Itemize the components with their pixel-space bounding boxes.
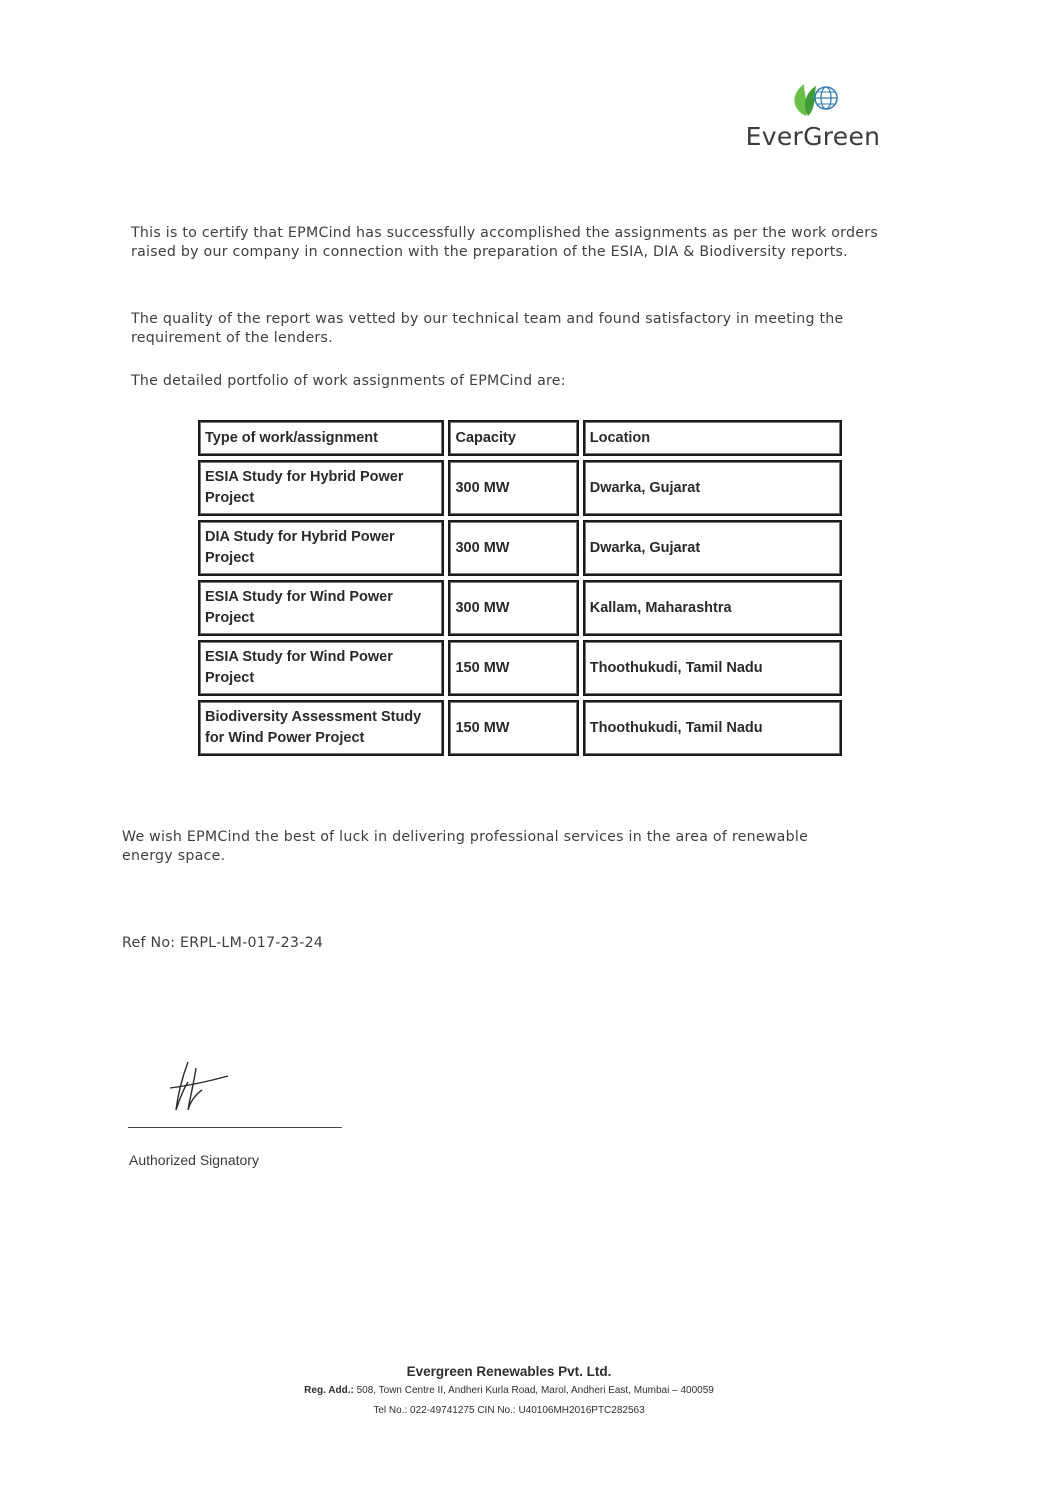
cell-capacity: 150 MW xyxy=(448,640,578,696)
footer-company-name: Evergreen Renewables Pvt. Ltd. xyxy=(406,1364,612,1379)
cell-type: DIA Study for Hybrid Power Project xyxy=(198,520,444,576)
work-assignments-table xyxy=(194,416,846,760)
table-row xyxy=(198,580,842,636)
table-row xyxy=(198,520,842,576)
cell-capacity: 300 MW xyxy=(448,580,578,636)
footer-address-label: Reg. Add.: xyxy=(304,1385,354,1396)
cell-capacity: 150 MW xyxy=(448,700,578,756)
leaf-globe-icon xyxy=(784,80,844,120)
header-capacity: Capacity xyxy=(448,420,578,456)
signatory-label: Authorized Signatory xyxy=(129,1152,259,1168)
signature-line xyxy=(128,1127,342,1128)
company-logo xyxy=(738,78,888,158)
table-row xyxy=(198,640,842,696)
cell-type: ESIA Study for Wind Power Project xyxy=(198,580,444,636)
cell-type: ESIA Study for Wind Power Project xyxy=(198,640,444,696)
cell-location: Dwarka, Gujarat xyxy=(583,460,842,516)
cell-capacity: 300 MW xyxy=(448,520,578,576)
footer-address xyxy=(0,1385,1038,1396)
footer-contact: Tel No.: 022-49741275 CIN No.: U40106MH2016PTC282563 xyxy=(373,1405,645,1416)
table-row xyxy=(198,700,842,756)
cell-capacity: 300 MW xyxy=(448,460,578,516)
cell-type: ESIA Study for Hybrid Power Project xyxy=(198,460,444,516)
portfolio-intro: The detailed portfolio of work assignments of EPMCind are: xyxy=(131,373,566,389)
cell-location: Thoothukudi, Tamil Nadu xyxy=(583,640,842,696)
table-header-row xyxy=(198,420,842,456)
closing-paragraph: We wish EPMCind the best of luck in delivering professional services in the area of renewable energy space. xyxy=(122,829,809,864)
certification-paragraph: This is to certify that EPMCind has successfully accomplished the assignments as per the work orders raised by our company in connection with the preparation of the ESIA, DIA & Biodiversity reports. xyxy=(131,225,878,260)
cell-location: Dwarka, Gujarat xyxy=(583,520,842,576)
quality-paragraph: The quality of the report was vetted by our technical team and found satisfactory in meeting the requirement of the lenders. xyxy=(131,311,844,346)
handwritten-signature xyxy=(166,1058,246,1118)
reference-number: Ref No: ERPL-LM-017-23-24 xyxy=(122,935,324,951)
table-row xyxy=(198,460,842,516)
cell-type: Biodiversity Assessment Study for Wind Power Project xyxy=(198,700,444,756)
header-location: Location xyxy=(583,420,842,456)
header-type: Type of work/assignment xyxy=(198,420,444,456)
cell-location: Kallam, Maharashtra xyxy=(583,580,842,636)
logo-text: EverGreen xyxy=(745,122,881,151)
footer-address-text: 508, Town Centre II, Andheri Kurla Road, Marol, Andheri East, Mumbai – 400059 xyxy=(356,1385,714,1396)
cell-location: Thoothukudi, Tamil Nadu xyxy=(583,700,842,756)
